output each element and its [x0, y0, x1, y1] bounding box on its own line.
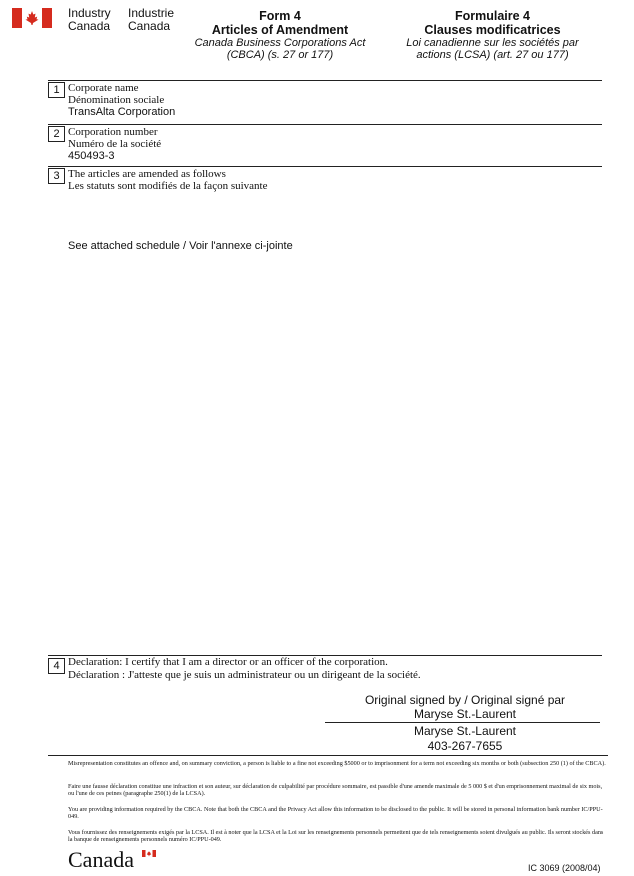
- schedule-reference: See attached schedule / Voir l'annexe ci-jointe: [68, 240, 293, 252]
- corporate-name-value: TransAlta Corporation: [68, 106, 176, 118]
- department-fr: [128, 7, 174, 33]
- field-1-top-rule: [48, 80, 602, 81]
- form-title-en: [185, 9, 375, 61]
- form-name-en: Articles of Amendment: [211, 23, 349, 37]
- canada-wordmark-flag-icon: [142, 850, 156, 857]
- dept-fr-line2: Canada: [128, 19, 171, 33]
- dept-en-line1: Industry: [68, 6, 111, 20]
- department-en: [68, 7, 111, 33]
- field-2-label-en: Corporation number: [68, 126, 158, 138]
- field-1-label-en: Corporate name: [68, 82, 139, 94]
- field-3-number: 3: [48, 168, 65, 184]
- fine-print-2: Faire une fausse déclaration constitue une infraction et son auteur, sur déclaration de culpabilité par procédure sommaire, est passible d'une amende maximale de 5 000 $ et d'un emprisonnement maximal de six mois, ou l'une de ces peines (paragraphe 250(1) de la LCSA).: [68, 783, 603, 798]
- form-name-fr: Clauses modificatrices: [424, 23, 561, 37]
- field-corporate-name: [68, 82, 175, 118]
- fine-print-4: Vous fournissez des renseignements exigés par la LCSA. Il est à noter que la LCSA et la Loi sur les renseignements personnels permettent que de tels renseignements soient divulgués au public. Ils seront stockés dans la banque de renseignements personnels numéro IC/PPU-049.: [68, 829, 604, 844]
- dept-en-line2: Canada: [68, 19, 111, 33]
- form-title-fr: [395, 9, 590, 61]
- field-2-top-rule: [48, 124, 602, 125]
- field-amendments: [68, 168, 267, 192]
- signature: Maryse St.-Laurent: [413, 707, 517, 721]
- field-2-label-fr: Numéro de la société: [68, 138, 162, 150]
- declaration: [68, 656, 421, 682]
- declaration-en: Declaration: I certify that I am a director or an officer of the corporation.: [68, 656, 388, 668]
- field-3-label-en: The articles are amended as follows: [68, 168, 226, 180]
- act-en-line2: (CBCA) (s. 27 or 177): [226, 49, 334, 61]
- act-en-line1: Canada Business Corporations Act: [194, 37, 366, 49]
- field-3-label-fr: Les statuts sont modifiés de la façon suivante: [68, 180, 268, 192]
- field-4-number: 4: [48, 658, 65, 674]
- field-3-top-rule: [48, 166, 602, 167]
- form-number-en: Form 4: [259, 9, 301, 23]
- declaration-fr: Déclaration : J'atteste que je suis un administrateur ou un dirigeant de la société.: [68, 669, 421, 681]
- field-corporation-number: [68, 126, 161, 162]
- corporation-number-value: 450493-3: [68, 150, 115, 162]
- fine-print-rule: [48, 755, 608, 756]
- field-1-number: 1: [48, 82, 65, 98]
- canada-flag-icon: [12, 8, 52, 28]
- fine-print-3: You are providing information required by the CBCA. Note that both the CBCA and the Privacy Act allow this information to be disclosed to the public. It will be stored in personal information bank number IC/PPU-049.: [68, 806, 603, 821]
- act-fr-line1: Loi canadienne sur les sociétés par: [406, 37, 579, 49]
- signatory-name: Maryse St.-Laurent: [413, 724, 517, 738]
- field-1-label-fr: Dénomination sociale: [68, 94, 165, 106]
- signed-by-line: Original signed by / Original signé par: [364, 693, 566, 707]
- canada-wordmark: Canada: [68, 847, 134, 872]
- fine-print-1: Misrepresentation constitutes an offence and, on summary conviction, a person is liable to a fine not exceeding $5000 or to imprisonment for a term not exceeding six months or both (subsection 250 (1) of the CBCA).: [68, 760, 606, 767]
- dept-fr-line1: Industrie: [128, 6, 175, 20]
- form-code: IC 3069 (2008/04): [528, 863, 601, 873]
- signatory-phone: 403-267-7655: [427, 739, 503, 753]
- field-2-number: 2: [48, 126, 65, 142]
- form-number-fr: Formulaire 4: [454, 9, 531, 23]
- act-fr-line2: actions (LCSA) (art. 27 ou 177): [416, 49, 569, 61]
- signature-rule: [325, 722, 600, 723]
